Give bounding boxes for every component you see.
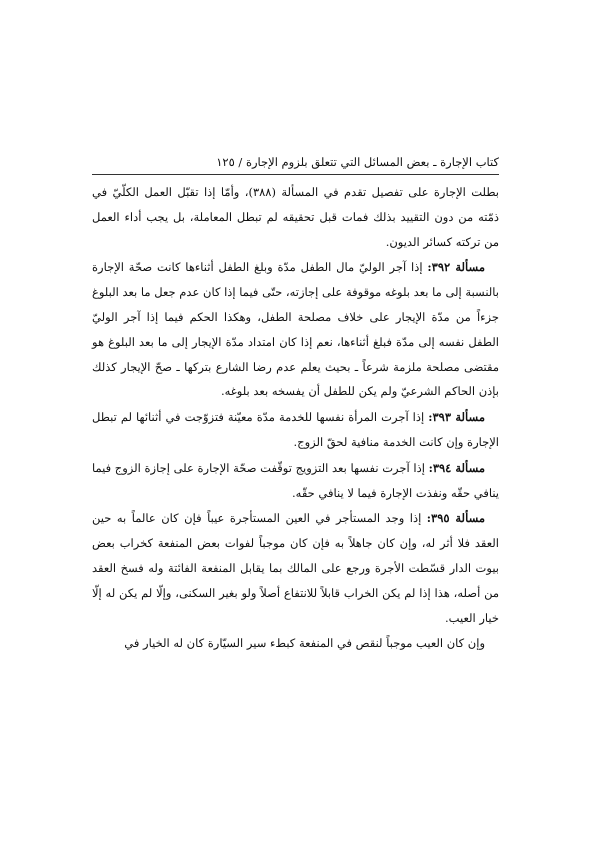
running-header: كتاب الإجارة ـ بعض المسائل التي تتعلق بلزوم الإجارة / ١٢٥ [216,155,499,169]
paragraph-final [92,631,499,656]
page-body [92,180,499,657]
paragraph-text: إذا وجد المستأجر في العين المستأجرة عيباً فإن كان عالماً به حين العقد فلا أثر له، وإن كان جاهلاً به فإن كان موجباً لفوات بعض المنفعة كخراب بعض بيوت الدار قسّطت الأجرة ورجع على المالك بما يقابل المنفعة الفائتة وله فسخ العقد من أصله، هذا إذا لم يكن الخراب قابلاً للانتفاع أصلاً ولو بغير السكنى، وإلّا لم يكن له إلّا خيار العيب. [92,511,499,625]
issue-label: مسألة ٣٩٥: [426,511,485,526]
paragraph-issue-395 [92,506,499,630]
issue-label: مسألة ٣٩٤: [428,460,485,475]
paragraph-issue-392 [92,255,499,404]
paragraph-text: إذا آجرت نفسها بعد التزويج توقّفت صحّة الإجارة على إجازة الزوج فيما ينافي حقّه ونفذت الإجارة فيما لا ينافي حقّه. [92,460,499,500]
paragraph-continuation [92,180,499,254]
paragraph-issue-394 [92,456,499,506]
paragraph-text: بطلت الإجارة على تفصيل تقدم في المسألة (٣٨٨)، وأمّا إذا تقبّل العمل الكلّيّ في ذمّته من دون التقييد بذلك فمات قبل تحقيقه لم تبطل المعاملة، بل يجب أداء العمل من تركته كسائر الديون. [92,185,499,249]
header-rule [92,174,499,175]
paragraph-text: إذا آجر الوليّ مال الطفل مدّة وبلغ الطفل أثناءها كانت صحّة الإجارة بالنسبة إلى ما بعد بلوغه موقوفة على إجازته، حتّى فيما إذا كان عدم جعل ما بعد البلوغ جزءاً من مدّة الإيجار على خلاف مصلحة الطفل، وهكذا الحكم فيما إذا آجر الوليّ الطفل نفسه إلى مدّة فبلغ أثناءها، نعم إذا كان امتداد مدّة الإيجار إلى ما بعد البلوغ هو مقتضى مصلحة ملزمة شرعاً ـ بحيث يعلم عدم رضا الشارع بتركها ـ صحّ الإيجار كذلك بإذن الحاكم الشرعيّ ولم يكن للطفل أن يفسخه بعد بلوغه. [92,260,499,399]
issue-label: مسألة ٣٩٣: [428,410,485,425]
issue-label: مسألة ٣٩٢: [427,260,485,275]
paragraph-issue-393 [92,405,499,455]
paragraph-text: إذا آجرت المرأة نفسها للخدمة مدّة معيّنة فتزوّجت في أثنائها لم تبطل الإجارة وإن كانت الخدمة منافية لحقّ الزوج. [92,410,499,449]
paragraph-text: وإن كان العيب موجباً لنقص في المنفعة كبطء سير السيّارة كان له الخيار في [124,636,485,651]
